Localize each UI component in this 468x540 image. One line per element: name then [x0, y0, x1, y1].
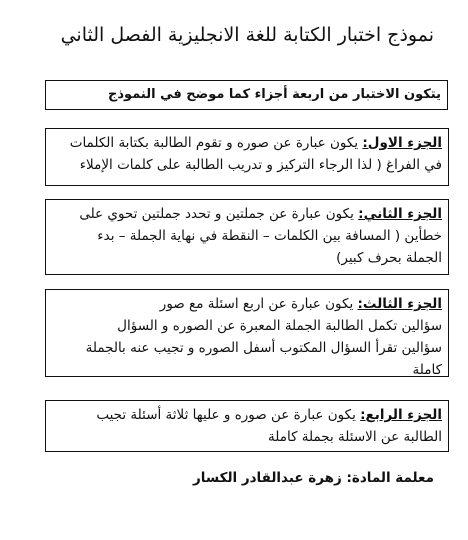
part-3-line-2: سؤالين تكمل الطالبة الجملة المعبرة عن الصوره و السؤال	[117, 318, 442, 334]
part-1-text-1: يكون عبارة عن صوره و تقوم الطالبة بكتابة الكلمات	[69, 135, 363, 151]
intro-text: يتكون الاختبار من اربعة أجزاء كما موضح في النموذج	[108, 87, 441, 102]
teacher-signature: معلمة المادة: زهرة عبدالقادر الكسار	[193, 470, 434, 486]
part-1-line-1	[52, 132, 442, 154]
part-2-line-2: خطأين ( المسافة بين الكلمات – النقطة في نهاية الجملة – بدء	[97, 228, 442, 244]
part-3-line-3: سؤالين تقرأ السؤال المكتوب أسفل الصوره و تجيب عنه بالجملة	[85, 340, 442, 356]
part-3-line-4: كاملة	[412, 362, 442, 378]
part-4-label: الجزء الرابع:	[360, 407, 442, 423]
page-title: نموذج اختبار الكتابة للغة الانجليزية الفصل الثاني	[60, 24, 434, 46]
part-2-text-1: يكون عبارة عن جملتين و تحدد جملتين تحوي على	[79, 206, 359, 222]
part-2-line-1	[52, 203, 442, 225]
part-3-box	[45, 289, 449, 377]
part-3-text-1: يكون عبارة عن اربع اسئلة مع صور	[159, 296, 358, 312]
part-2-line-3: الجملة بحرف كبير)	[336, 250, 442, 266]
part-1-label: الجزء الاول:	[362, 135, 442, 151]
part-2-label: الجزء الثاني:	[358, 206, 442, 222]
part-4-line-2: الطالبة عن الاسئلة بجملة كاملة	[268, 429, 442, 445]
part-4-text-1: يكون عبارة عن صوره و عليها ثلاثة أسئلة تجيب	[96, 407, 361, 423]
intro-box	[45, 80, 448, 110]
part-4-box	[45, 400, 449, 452]
part-3-label: الجزء الثالث:	[357, 296, 442, 312]
part-2-box	[45, 199, 449, 275]
part-3-line-1	[52, 293, 442, 315]
part-1-box	[45, 128, 449, 186]
part-1-line-2: في الفراغ ( لذا الرجاء التركيز و تدريب الطالبة على كلمات الإملاء	[79, 157, 442, 173]
part-4-line-1	[52, 404, 442, 426]
